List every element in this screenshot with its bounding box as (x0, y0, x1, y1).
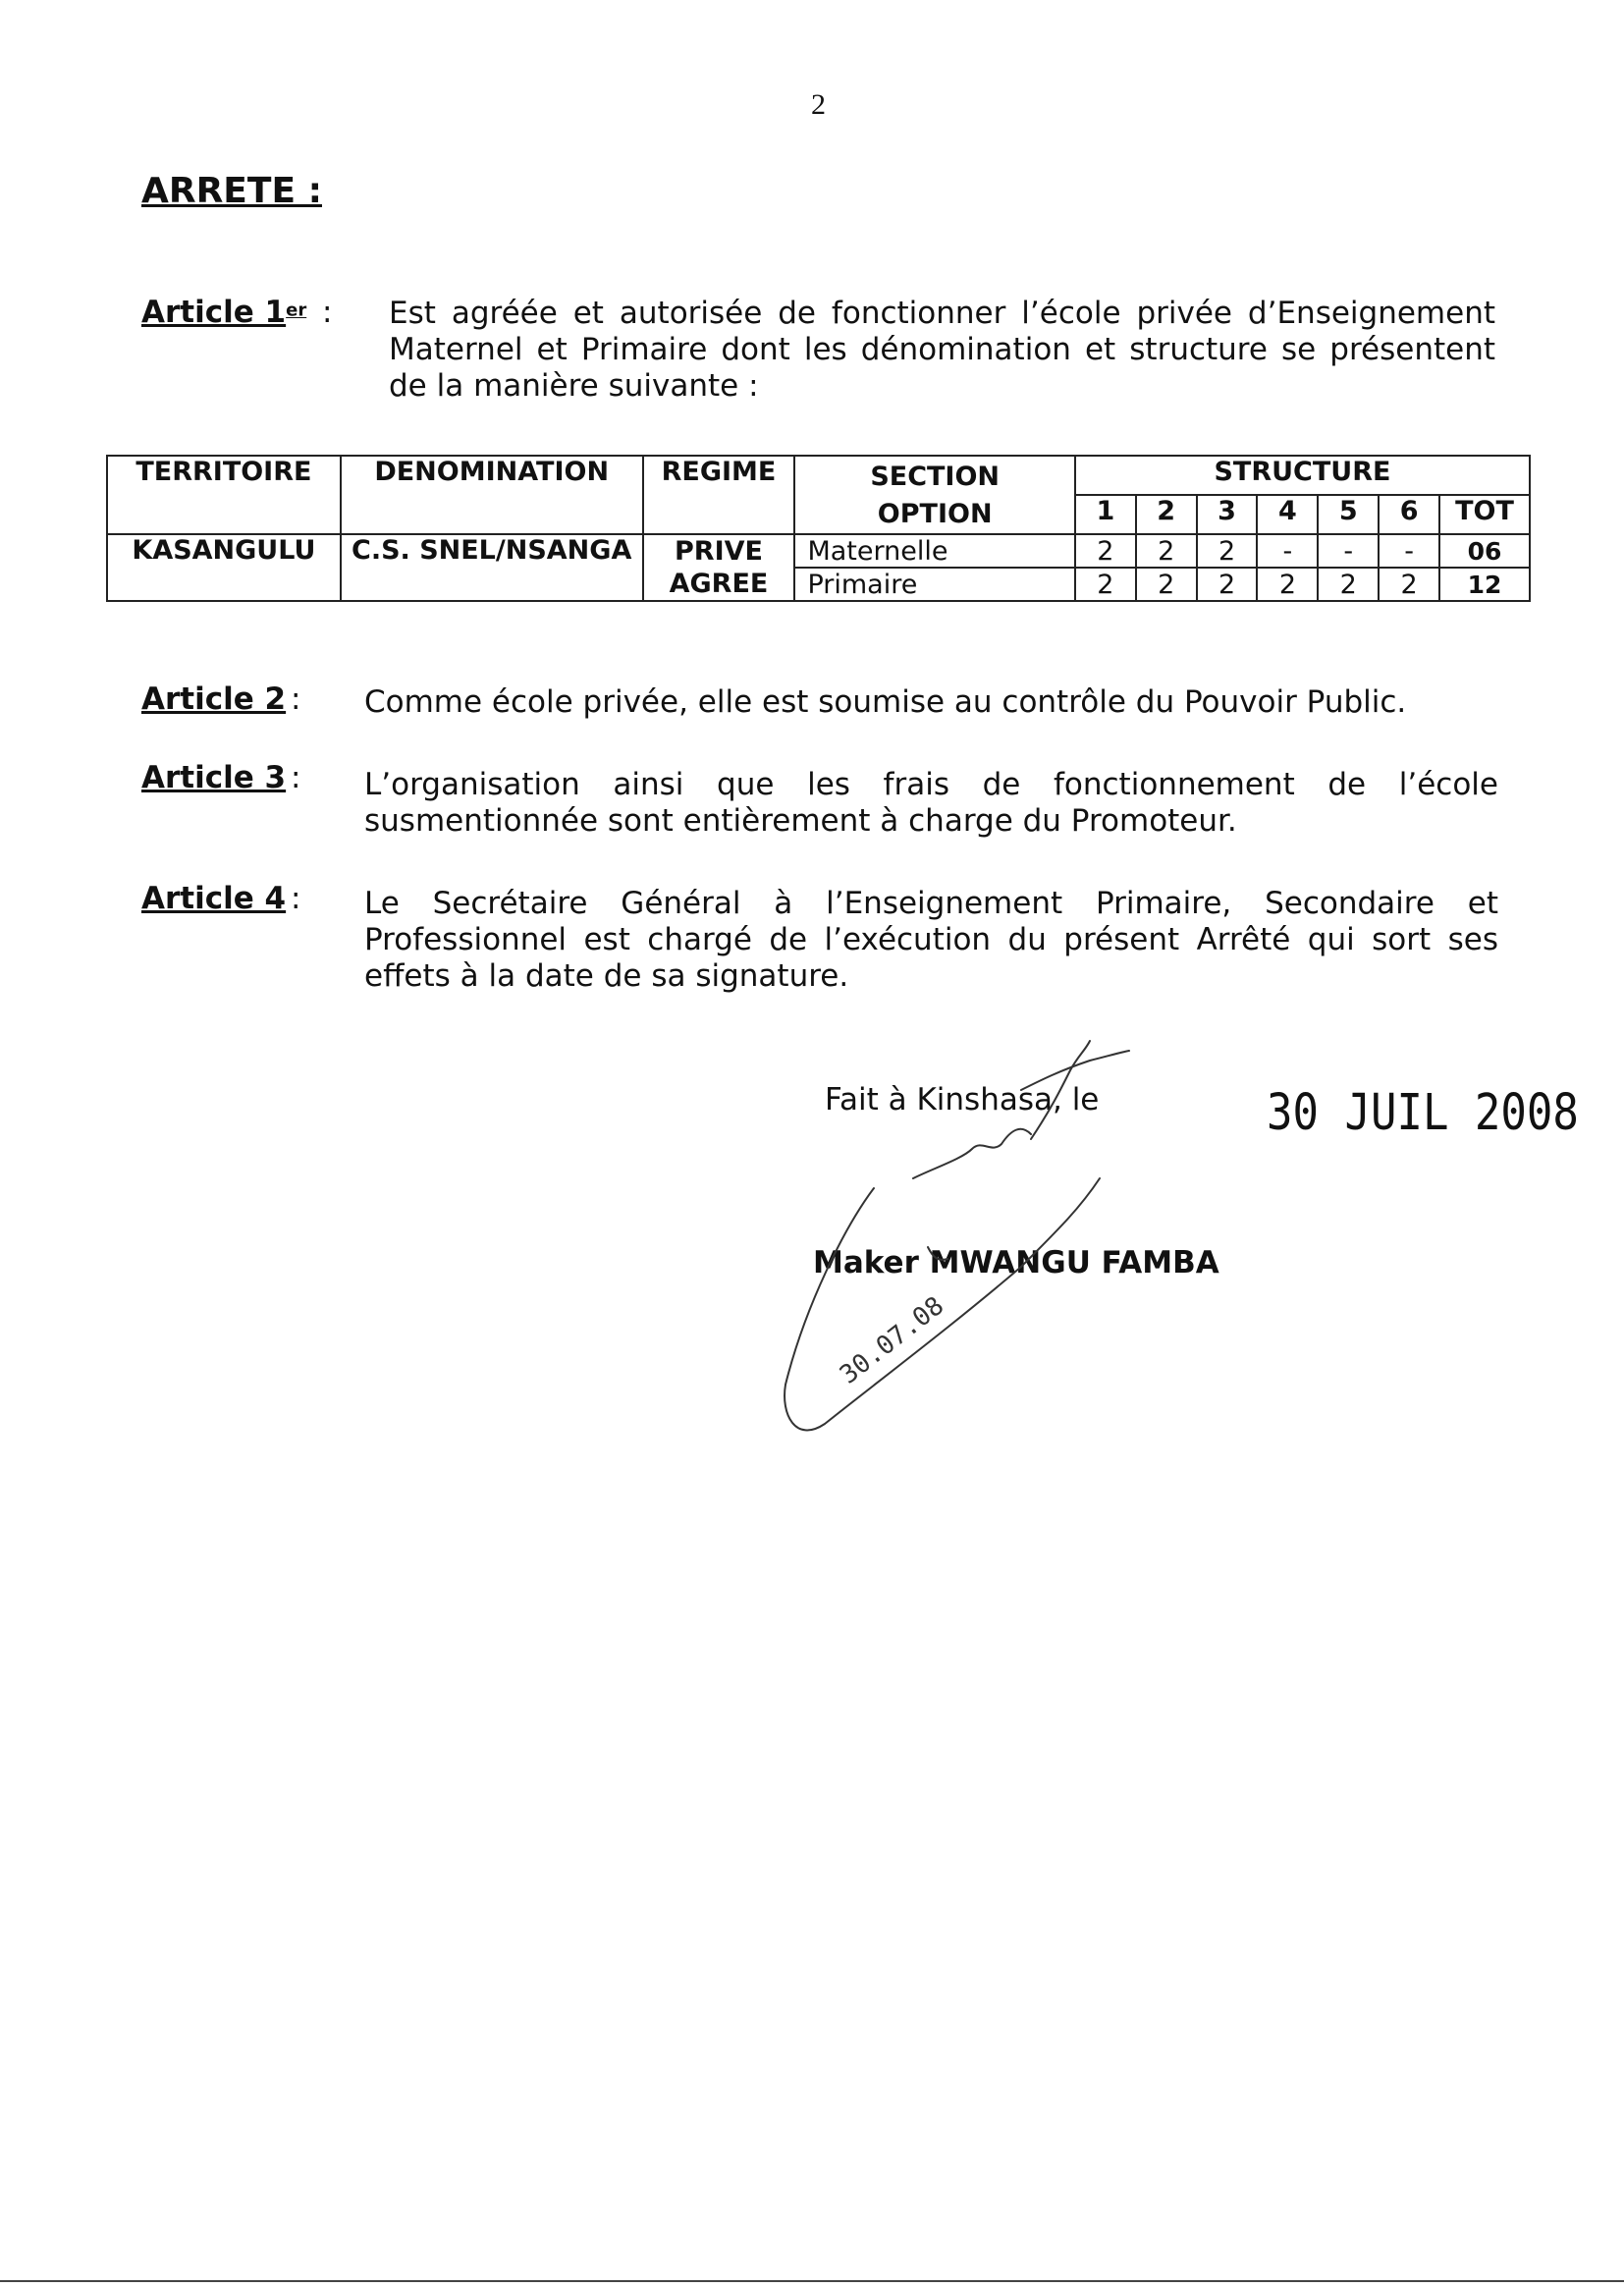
cell-section: Maternelle (794, 534, 1074, 568)
article-1-superscript: er (286, 300, 307, 321)
handwritten-signature (766, 1031, 1276, 1483)
cell-value: 2 (1197, 534, 1258, 568)
cell-territoire: KASANGULU (107, 534, 341, 601)
cell-value: 2 (1257, 568, 1318, 601)
header-denomination: DENOMINATION (341, 456, 643, 534)
place-date-line: Fait à Kinshasa, le (825, 1082, 1100, 1117)
header-col-6: 6 (1379, 495, 1439, 534)
cell-value: 2 (1197, 568, 1258, 601)
header-structure: STRUCTURE (1075, 456, 1530, 495)
article-1-label: Article 1 (141, 295, 287, 330)
document-heading: ARRETE : (141, 171, 322, 211)
cell-value: - (1257, 534, 1318, 568)
cell-value: 2 (1379, 568, 1439, 601)
article-2-label: Article 2 (141, 681, 287, 717)
header-regime: REGIME (643, 456, 795, 534)
header-option: OPTION (877, 499, 993, 529)
cell-denomination: C.S. SNEL/NSANGA (341, 534, 643, 601)
cell-regime-2: AGREE (643, 568, 795, 601)
cell-value: - (1318, 534, 1379, 568)
header-col-3: 3 (1197, 495, 1258, 534)
cell-total: 12 (1439, 568, 1530, 601)
school-structure-table (106, 455, 1531, 602)
header-col-tot: TOT (1439, 495, 1530, 534)
header-col-4: 4 (1257, 495, 1318, 534)
article-1-colon: : (322, 295, 333, 330)
cell-section: Primaire (794, 568, 1074, 601)
signer-name: Maker MWANGU FAMBA (813, 1245, 1219, 1280)
handwritten-note: 30.07.08 (835, 1290, 950, 1390)
cell-value: 2 (1136, 534, 1197, 568)
cell-value: 2 (1075, 534, 1136, 568)
header-col-5: 5 (1318, 495, 1379, 534)
cell-regime-1: PRIVE (643, 534, 795, 568)
article-4-text: Le Secrétaire Général à l’Enseignement Primaire, Secondaire et Professionnel est chargé de l’exécution du présent Arrêté qui sort ses effets à la date de sa signature. (364, 886, 1498, 994)
header-territoire: TERRITOIRE (107, 456, 341, 534)
cell-value: 2 (1075, 568, 1136, 601)
article-3-label: Article 3 (141, 760, 287, 795)
handwritten-date: 30 JUIL 2008 (1267, 1084, 1579, 1142)
header-col-1: 1 (1075, 495, 1136, 534)
page-bottom-edge (0, 2280, 1624, 2282)
article-4-colon: : (291, 881, 301, 916)
cell-value: - (1379, 534, 1439, 568)
cell-value: 2 (1136, 568, 1197, 601)
header-section: SECTION (870, 462, 1001, 492)
header-section-option (794, 456, 1074, 534)
article-4-label: Article 4 (141, 881, 287, 916)
article-1-text: Est agréée et autorisée de fonctionner l’école privée d’Enseignement Maternel et Primaire dont les dénomination et structure se présentent de la manière suivante : (389, 296, 1495, 404)
header-col-2: 2 (1136, 495, 1197, 534)
article-2-text: Comme école privée, elle est soumise au contrôle du Pouvoir Public. (364, 684, 1407, 720)
article-3-colon: : (291, 760, 301, 795)
cell-value: 2 (1318, 568, 1379, 601)
table-row (107, 534, 1530, 568)
cell-total: 06 (1439, 534, 1530, 568)
article-3-text: L’organisation ainsi que les frais de fonctionnement de l’école susmentionnée sont entièrement à charge du Promoteur. (364, 767, 1498, 839)
article-1-label-group (141, 295, 306, 330)
page-number: 2 (811, 88, 826, 121)
article-2-colon: : (291, 681, 301, 717)
